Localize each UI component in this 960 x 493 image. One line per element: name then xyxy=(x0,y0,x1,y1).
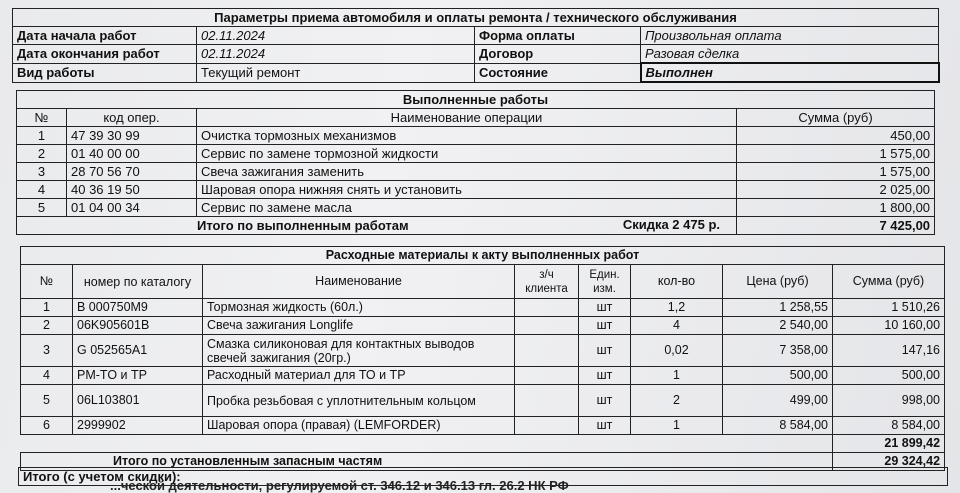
row-code: 47 39 30 99 xyxy=(67,127,197,145)
footer-note: ...ческой деятельности, регулируемой ст. 346.12 и 346.13 гл. 26.2 НК РФ xyxy=(110,478,569,493)
row-num: 1 xyxy=(21,299,73,317)
row-client xyxy=(515,299,579,317)
table-row xyxy=(21,317,945,335)
row-sum: 500,00 xyxy=(833,367,945,385)
row-code: 01 04 00 34 xyxy=(67,199,197,217)
param-row xyxy=(13,63,939,82)
row-part: 06K905601B xyxy=(73,317,203,335)
row-name: Свеча зажигания заменить xyxy=(197,163,737,181)
row-name: Смазка силиконовая для контактных выводов свечей зажигания (20гр.) xyxy=(203,335,515,367)
materials-table xyxy=(20,246,945,471)
works-total-label: Итого по выполненным работам xyxy=(197,218,409,233)
works-total-value: 7 425,00 xyxy=(737,217,935,235)
row-sum: 10 160,00 xyxy=(833,317,945,335)
col-client-header: з/ч клиента xyxy=(515,265,579,299)
materials-total-label: Итого по установленным запасным частям xyxy=(113,454,383,468)
row-num: 4 xyxy=(17,181,67,199)
row-sum: 2 025,00 xyxy=(737,181,935,199)
row-qty: 2 xyxy=(631,385,723,417)
subtotal-spacer xyxy=(21,435,833,453)
row-num: 2 xyxy=(17,145,67,163)
param-label: Вид работы xyxy=(13,63,197,82)
table-row xyxy=(17,199,935,217)
param-row xyxy=(13,27,939,45)
row-name: Очистка тормозных механизмов xyxy=(197,127,737,145)
row-sum: 450,00 xyxy=(737,127,935,145)
table-row xyxy=(17,127,935,145)
col-name-header: Наименование xyxy=(203,265,515,299)
param-label: Дата начала работ xyxy=(13,27,197,45)
row-client xyxy=(515,335,579,367)
row-unit: шт xyxy=(579,367,631,385)
table-row xyxy=(21,367,945,385)
row-price: 499,00 xyxy=(723,385,833,417)
col-sum-header: Сумма (руб) xyxy=(833,265,945,299)
row-price: 8 584,00 xyxy=(723,417,833,435)
row-part: B 000750M9 xyxy=(73,299,203,317)
row-qty: 0,02 xyxy=(631,335,723,367)
row-sum: 1 510,26 xyxy=(833,299,945,317)
param-value: 02.11.2024 xyxy=(197,27,475,45)
row-part: PM-TO и TP xyxy=(73,367,203,385)
table-row xyxy=(17,181,935,199)
status-value: Выполнен xyxy=(641,63,939,82)
row-num: 3 xyxy=(21,335,73,367)
row-name: Пробка резьбовая с уплотнительным кольцом xyxy=(203,385,515,417)
row-client xyxy=(515,385,579,417)
table-row xyxy=(21,417,945,435)
param-label: Форма оплаты xyxy=(475,27,641,45)
row-code: 01 40 00 00 xyxy=(67,145,197,163)
materials-subtotal: 21 899,42 xyxy=(833,435,945,453)
row-part: 2999902 xyxy=(73,417,203,435)
param-label: Дата окончания работ xyxy=(13,45,197,64)
materials-total-value: 29 324,42 xyxy=(833,453,945,471)
works-header-row xyxy=(17,109,935,127)
param-label: Договор xyxy=(475,45,641,64)
param-value: Текущий ремонт xyxy=(197,63,475,82)
row-num: 6 xyxy=(21,417,73,435)
col-unit-header: Един. изм. xyxy=(579,265,631,299)
row-qty: 4 xyxy=(631,317,723,335)
row-price: 2 540,00 xyxy=(723,317,833,335)
row-qty: 1 xyxy=(631,367,723,385)
works-discount: Скидка 2 475 р. xyxy=(622,217,720,232)
row-unit: шт xyxy=(579,299,631,317)
row-price: 7 358,00 xyxy=(723,335,833,367)
row-price: 1 258,55 xyxy=(723,299,833,317)
col-sum-header: Сумма (руб) xyxy=(737,109,935,127)
works-table xyxy=(16,90,935,235)
footer-total-label: Итого (с учетом скидки): xyxy=(19,468,948,486)
row-num: 5 xyxy=(21,385,73,417)
row-unit: шт xyxy=(579,385,631,417)
col-price-header: Цена (руб) xyxy=(723,265,833,299)
row-code: 40 36 19 50 xyxy=(67,181,197,199)
row-price: 500,00 xyxy=(723,367,833,385)
row-unit: шт xyxy=(579,335,631,367)
materials-header-row xyxy=(21,265,945,299)
works-total-cell xyxy=(17,217,737,235)
parameters-title: Параметры приема автомобиля и оплаты ремонта / технического обслуживания xyxy=(13,9,939,27)
param-label: Состояние xyxy=(475,63,641,82)
table-row xyxy=(17,163,935,181)
row-sum: 1 575,00 xyxy=(737,163,935,181)
table-row xyxy=(21,299,945,317)
param-row xyxy=(13,45,939,64)
row-client xyxy=(515,367,579,385)
row-unit: шт xyxy=(579,317,631,335)
row-sum: 8 584,00 xyxy=(833,417,945,435)
table-row xyxy=(21,385,945,417)
row-name: Тормозная жидкость (60л.) xyxy=(203,299,515,317)
row-name: Шаровая опора нижняя снять и установить xyxy=(197,181,737,199)
row-unit: шт xyxy=(579,417,631,435)
row-name: Сервис по замене масла xyxy=(197,199,737,217)
row-client xyxy=(515,317,579,335)
works-total-row xyxy=(17,217,935,235)
row-num: 5 xyxy=(17,199,67,217)
row-num: 1 xyxy=(17,127,67,145)
materials-subtotal-row xyxy=(21,435,945,453)
works-title: Выполненные работы xyxy=(17,91,935,109)
param-value: Разовая сделка xyxy=(641,45,939,64)
row-qty: 1 xyxy=(631,417,723,435)
row-sum: 147,16 xyxy=(833,335,945,367)
row-sum: 1 800,00 xyxy=(737,199,935,217)
col-qty-header: кол-во xyxy=(631,265,723,299)
row-sum: 998,00 xyxy=(833,385,945,417)
row-client xyxy=(515,417,579,435)
row-part: 06L103801 xyxy=(73,385,203,417)
materials-title: Расходные материалы к акту выполненных работ xyxy=(21,247,945,265)
row-name: Шаровая опора (правая) (LEMFORDER) xyxy=(203,417,515,435)
col-part-header: номер по каталогу xyxy=(73,265,203,299)
row-sum: 1 575,00 xyxy=(737,145,935,163)
parameters-table xyxy=(12,8,940,83)
table-row xyxy=(17,145,935,163)
row-name: Свеча зажигания Longlife xyxy=(203,317,515,335)
param-value: 02.11.2024 xyxy=(197,45,475,64)
row-num: 4 xyxy=(21,367,73,385)
row-num: 2 xyxy=(21,317,73,335)
row-name: Сервис по замене тормозной жидкости xyxy=(197,145,737,163)
row-part: G 052565A1 xyxy=(73,335,203,367)
table-row xyxy=(21,335,945,367)
col-name-header: Наименование операции xyxy=(197,109,737,127)
col-num-header: № xyxy=(17,109,67,127)
col-code-header: код опер. xyxy=(67,109,197,127)
row-name: Расходный материал для ТО и ТР xyxy=(203,367,515,385)
col-num-header: № xyxy=(21,265,73,299)
row-qty: 1,2 xyxy=(631,299,723,317)
row-code: 28 70 56 70 xyxy=(67,163,197,181)
param-value: Произвольная оплата xyxy=(641,27,939,45)
row-num: 3 xyxy=(17,163,67,181)
